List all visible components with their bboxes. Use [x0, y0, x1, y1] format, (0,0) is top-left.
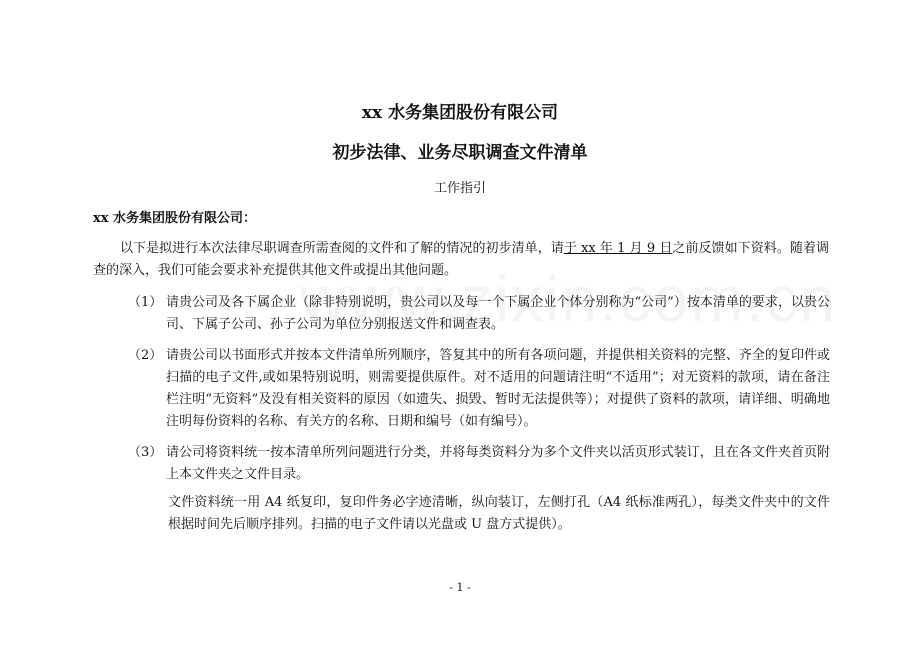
page-number: - 1 - [449, 581, 471, 594]
intro-text-before: 以下是拟进行本次法律尽职调查所需查阅的文件和了解的情况的初步清单，请 [120, 241, 564, 256]
salutation: xx 水务集团股份有限公司： [93, 211, 257, 226]
list-item-2 [130, 345, 830, 433]
intro-paragraph [93, 238, 829, 282]
company-title: xx 水务集团股份有限公司 [361, 103, 559, 123]
list-item-text: 请公司将资料统一按本清单所列问题进行分类，并将每类资料分为多个文件夹以活页形式装订，且在各文件夹首页附上本文件夹之文件目录。 [166, 445, 830, 482]
list-item-number: （3） [128, 445, 163, 460]
intro-deadline: 于 xx 年 1 月 9 日 [563, 241, 673, 256]
list-item-number: （2） [128, 348, 163, 363]
list-item-text: 请贵公司以书面形式并按本文件清单所列顺序，答复其中的所有各项问题，并提供相关资料的完整、齐全的复印件或扫描的电子文件,或如果特别说明，则需要提供原件。对不适用的问题请注明“不适用”；对无资料的款项，请在备注栏注明“无资料”及没有相关资料的原因（如遗失、损毁、暂时无法提供等）；对提供了资料的款项，请详细、明确地注明每份资料的名称、有关方的名称、日期和编号（如有编号）。 [166, 348, 830, 429]
list-item-1 [130, 292, 830, 336]
guide-heading: 工作指引 [433, 181, 486, 196]
list-item-3 [130, 442, 830, 486]
document-title: 初步法律、业务尽职调查文件清单 [332, 143, 588, 163]
list-item-3-note: 文件资料统一用 A4 纸复印，复印件务必字迹清晰，纵向装订，左侧打孔（A4 纸标准两孔），每类文件夹中的文件根据时间先后顺序排列。扫描的电子文件请以光盘或 U 盘方式提供）。 [168, 495, 830, 532]
intro-text-after: 之前反馈如下资料。随着调查的深入，我们可能会要求补充提供其他文件或提出其他问题。 [93, 241, 829, 278]
list-item-text: 请贵公司及各下属企业（除非特别说明，贵公司以及每一个下属企业个体分别称为“公司”）按本清单的要求，以贵公司、下属子公司、孙子公司为单位分别报送文件和调查表。 [166, 295, 830, 332]
list-item-number: （1） [128, 295, 163, 310]
